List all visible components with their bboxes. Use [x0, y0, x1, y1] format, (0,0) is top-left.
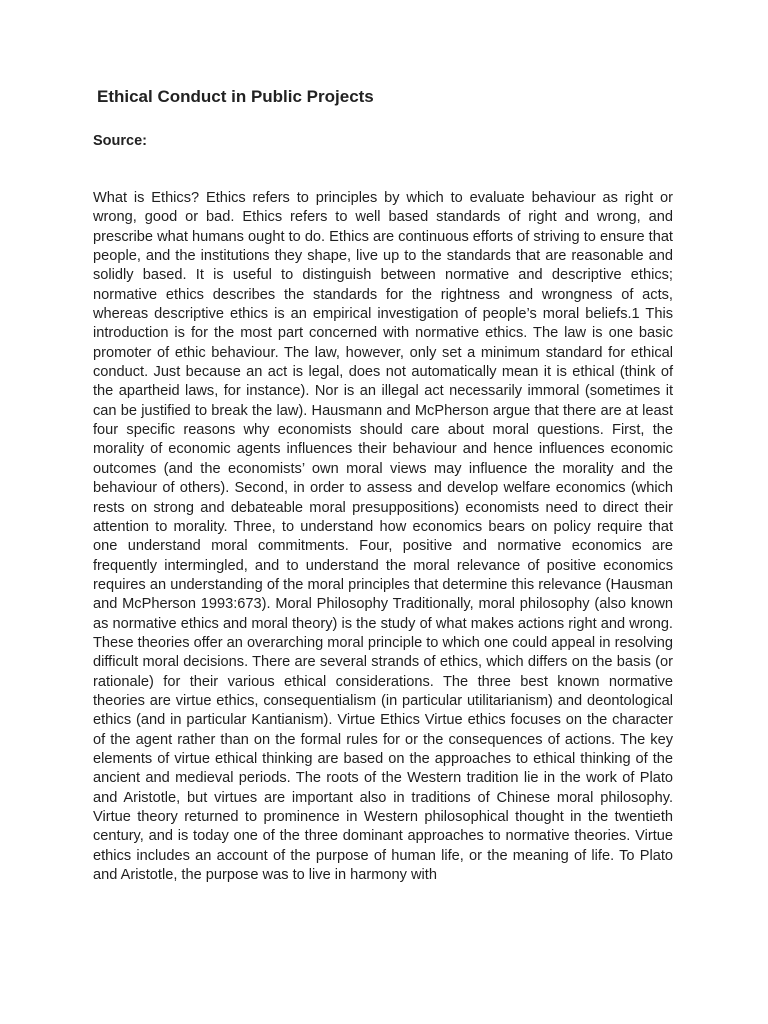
source-label: Source: [93, 133, 147, 149]
body-paragraph: What is Ethics? Ethics refers to principles by which to evaluate behaviour as right or wrong, good or bad. Ethics refers to well based standards of right and wrong, and prescribe what humans ought to do. Ethics are continuous efforts of striving to ensure that people, and the institutions they shape, live up to the standards that are reasonable and solidly based. It is useful to distinguish between normative and descriptive ethics; normative ethics describes the standards for the rightness and wrongness of acts, whereas descriptive ethics is an empirical investigation of people’s moral beliefs.1 This introduction is for the most part concerned with normative ethics. The law is one basic promoter of ethic behaviour. The law, however, only set a minimum standard for ethical conduct. Just because an act is legal, does not automatically mean it is ethical (think of the apartheid laws, for instance). Nor is an illegal act necessarily immoral (sometimes it can be justified to break the law). Hausmann and McPherson argue that there are at least four specific reasons why economists should care about moral questions. First, the morality of economic agents influences their behaviour and hence influences economic outcomes (and the economists’ own moral views may influence the morality and the behaviour of others). Second, in order to assess and develop welfare economics (which rests on strong and debateable moral presuppositions) economists need to direct their attention to morality. Three, to understand how economics bears on policy require that one understand moral commitments. Four, positive and normative economics are frequently intermingled, and to understand the moral relevance of positive economics requires an understanding of the moral principles that determine this relevance (Hausman and McPherson 1993:673). Moral Philosophy Traditionally, moral philosophy (also known as normative ethics and moral theory) is the study of what makes actions right and wrong. These theories offer an overarching moral principle to which one could appeal in resolving difficult moral decisions. There are several strands of ethics, which differs on the basis (or rationale) for their various ethical considerations. The three best known normative theories are virtue ethics, consequentialism (in particular utilitarianism) and deontological ethics (and in particular Kantianism). Virtue Ethics Virtue ethics focuses on the character of the agent rather than on the formal rules for or the consequences of actions. The key elements of virtue ethical thinking are based on the approaches to ethical thinking of the ancient and medieval periods. The roots of the Western tradition lie in the work of Plato and Aristotle, but virtues are important also in traditions of Chinese moral philosophy. Virtue theory returned to prominence in Western philosophical thought in the twentieth century, and is today one of the three dominant approaches to normative theories. Virtue ethics includes an account of the purpose of human life, or the meaning of life. To Plato and Aristotle, the purpose was to live in harmony with [93, 190, 673, 884]
document-title: Ethical Conduct in Public Projects [97, 87, 374, 106]
